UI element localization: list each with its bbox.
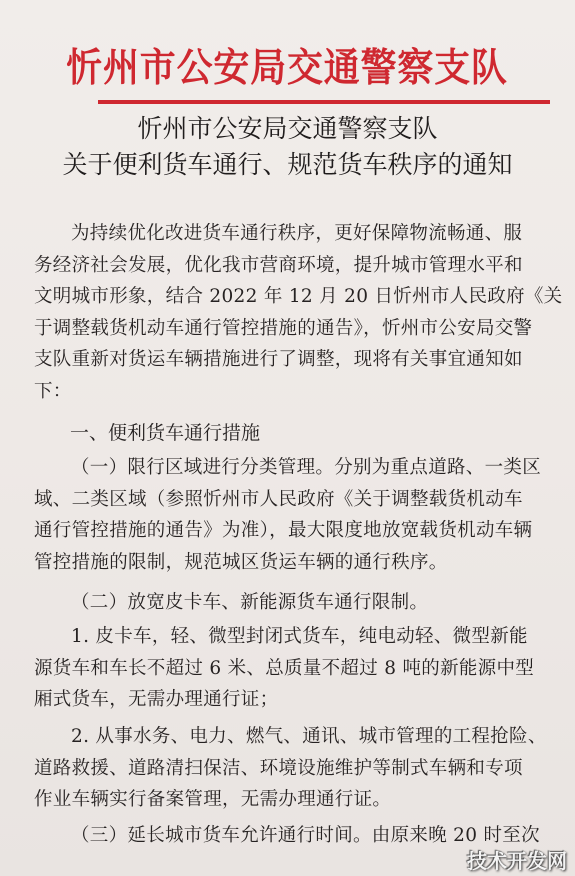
- intro-line: 下：: [34, 380, 72, 402]
- item-line: 通行管控措施的通告》为准），最大限度地放宽载货机动车辆: [34, 520, 533, 541]
- item-line: 域、二类区域（参照忻州市人民政府《关于调整载货机动车: [34, 488, 523, 510]
- intro-line: 务经济社会发展，优化我市营商环境，提升城市管理水平和: [34, 254, 523, 276]
- letterhead-red-rule: [98, 100, 550, 104]
- section-heading-1: 一、便利货车通行措施: [70, 422, 261, 444]
- item-2-paragraph: [34, 587, 554, 619]
- letterhead: [0, 38, 575, 98]
- item-line: 管控措施的限制，规范城区货运车辆的通行秩序。: [34, 551, 448, 573]
- site-watermark: 技术开发网: [467, 849, 567, 873]
- sub-item-line: 厢式货车，无需办理通行证；: [34, 689, 279, 710]
- sub-item-2-paragraph: [34, 721, 554, 816]
- sub-item-line: 作业车辆实行备案管理，无需办理通行证。: [34, 789, 392, 810]
- item-1-paragraph: [34, 452, 554, 578]
- intro-paragraph: [34, 218, 563, 407]
- intro-line: 文明城市形象，结合 2022 年 12 月 20 日忻州市人民政府《关: [34, 286, 563, 307]
- letterhead-org-name: 忻州市公安局交通警察支队: [66, 45, 509, 91]
- sub-item-line: 1. 皮卡车，轻、微型封闭式货车，纯电动轻、微型新能: [71, 626, 528, 647]
- sub-item-line: 道路救援、道路清扫保洁、环境设施维护等制式车辆和专项: [34, 757, 523, 779]
- sub-item-line: 2. 从事水务、电力、燃气、通讯、城市管理的工程抢险、: [71, 726, 547, 747]
- item-line: （一）限行区域进行分类管理。分别为重点道路、一类区: [71, 457, 542, 478]
- intro-line: 于调整载货机动车通行管控措施的通告》，忻州市公安局交警: [34, 317, 533, 339]
- intro-line: 支队重新对货运车辆措施进行了调整，现将有关事宜通知如: [34, 349, 523, 370]
- document-title-line2: 关于便利货车通行、规范货车秩序的通知: [62, 150, 513, 179]
- intro-line: 为持续优化改进货车通行秩序，更好保障物流畅通、服: [71, 223, 523, 244]
- item-line: （二）放宽皮卡车、新能源货车通行限制。: [71, 592, 429, 613]
- document-title-line1: 忻州市公安局交通警察支队: [137, 114, 438, 143]
- sub-item-line: 源货车和车长不超过 6 米、总质量不超过 8 吨的新能源中型: [34, 657, 535, 679]
- sub-item-1-paragraph: [34, 621, 554, 716]
- item-line: （三）延长城市货车允许通行时间。由原来晚 20 时至次: [71, 825, 540, 846]
